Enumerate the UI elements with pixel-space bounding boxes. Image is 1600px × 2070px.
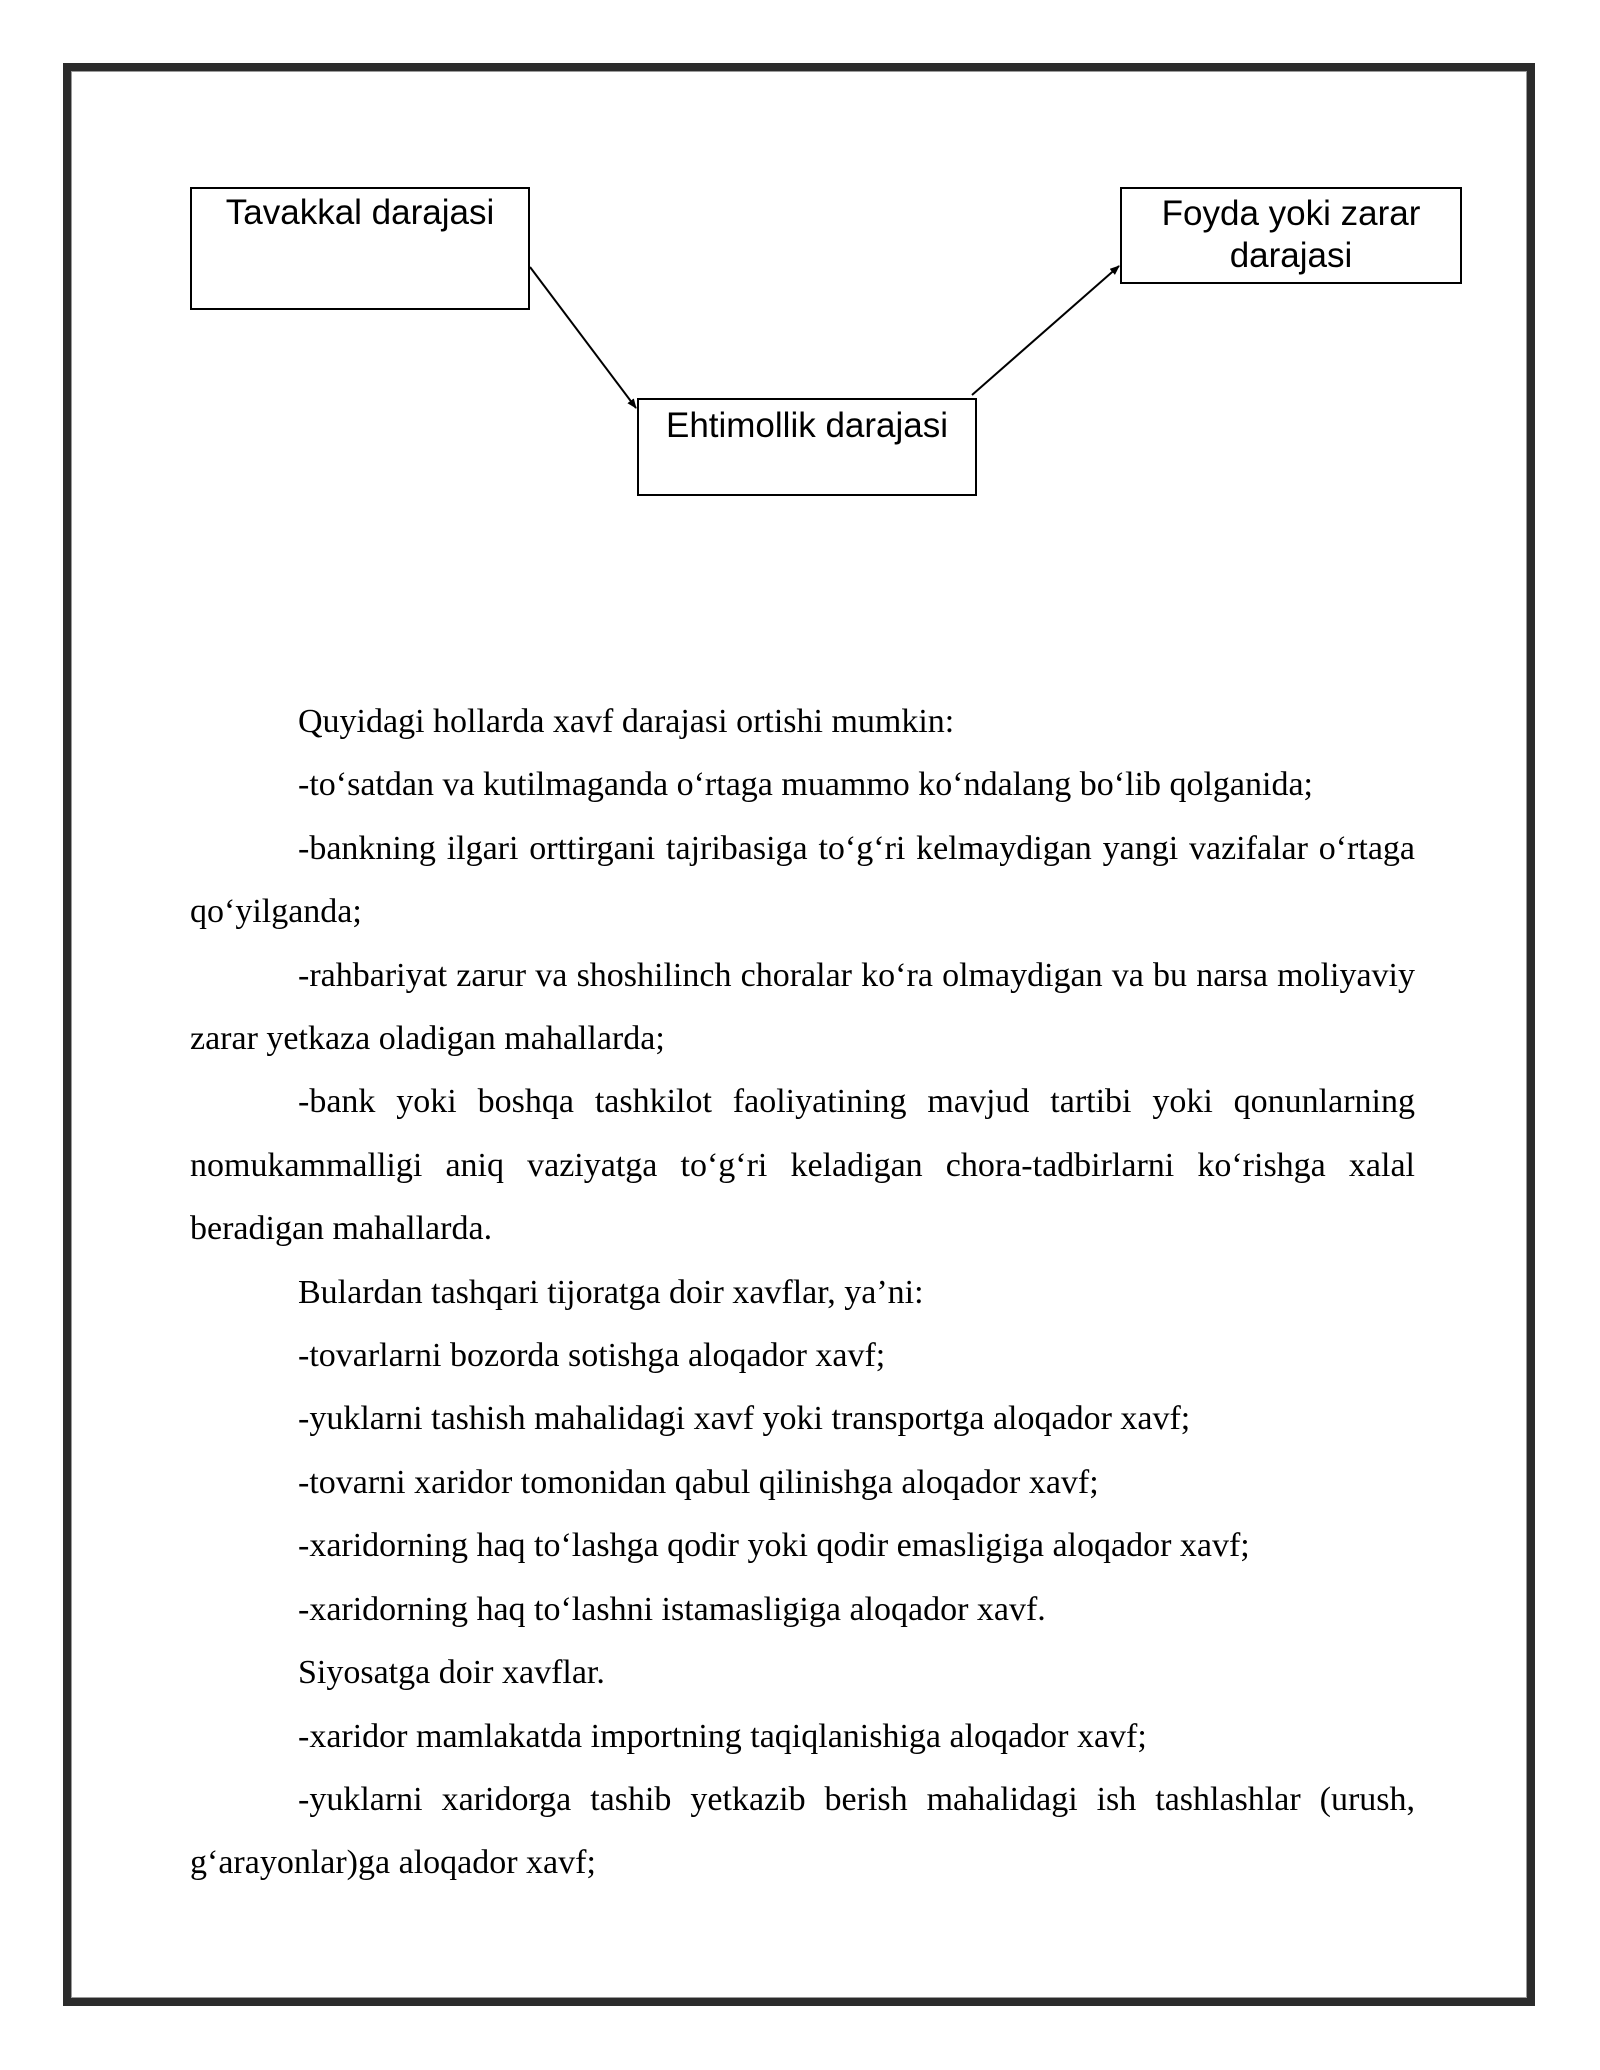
probability-level-label: Ehtimollik darajasi xyxy=(665,406,949,445)
paragraph-item: -to‘satdan va kutilmaganda o‘rtaga muammo ko‘ndalang bo‘lib qolganida; xyxy=(298,766,1313,804)
arrow-risk-to-probability xyxy=(530,267,636,408)
document-body xyxy=(190,690,1415,1895)
profit-loss-level-label-line2: darajasi xyxy=(1229,236,1353,275)
paragraph-item: -yuklarni xaridorga tashib yetkazib berish mahalidagi ish tashlashlar (urush, g‘arayonlar)ga aloqador xavf; xyxy=(190,1780,1415,1882)
paragraph-item: -rahbariyat zarur va shoshilinch choralar ko‘ra olmaydigan va bu narsa moliyaviy zarar yetkaza oladigan mahallarda; xyxy=(190,956,1415,1058)
paragraph-item: -xaridor mamlakatda importning taqiqlanishiga aloqador xavf; xyxy=(298,1717,1147,1755)
paragraph-item: -xaridorning haq to‘lashni istamasligiga aloqador xavf. xyxy=(298,1590,1046,1628)
paragraph-item: -tovarlarni bozorda sotishga aloqador xavf; xyxy=(298,1337,886,1375)
arrow-probability-to-profit xyxy=(972,266,1119,395)
probability-level-box xyxy=(637,398,977,496)
paragraph-intro: Quyidagi hollarda xavf darajasi ortishi mumkin: xyxy=(298,703,955,740)
paragraph-item: -bank yoki boshqa tashkilot faoliyatining mavjud tartibi yoki qonunlarning nomukammalligi aniq vaziyatga to‘g‘ri keladigan chora-tadbirlarni ko‘rishga xalal beradigan mahallarda. xyxy=(190,1083,1415,1248)
paragraph-item: -xaridorning haq to‘lashga qodir yoki qodir emasligiga aloqador xavf; xyxy=(298,1527,1250,1565)
profit-loss-level-label-line1: Foyda yoki zarar xyxy=(1161,194,1421,233)
paragraph-item: -yuklarni tashish mahalidagi xavf yoki transportga aloqador xavf; xyxy=(298,1400,1191,1438)
paragraph-item: -bankning ilgari orttirgani tajribasiga to‘g‘ri kelmaydigan yangi vazifalar o‘rtaga qo‘yilganda; xyxy=(190,829,1415,931)
paragraph-item: -tovarni xaridor tomonidan qabul qilinishga aloqador xavf; xyxy=(298,1463,1099,1501)
risk-level-box xyxy=(190,187,530,310)
paragraph-heading: Siyosatga doir xavflar. xyxy=(298,1654,605,1692)
risk-level-label: Tavakkal darajasi xyxy=(225,193,495,232)
diagram-arrows xyxy=(0,0,1600,700)
paragraph-heading: Bulardan tashqari tijoratga doir xavflar, ya’ni: xyxy=(298,1273,924,1311)
profit-loss-level-box xyxy=(1120,187,1462,284)
